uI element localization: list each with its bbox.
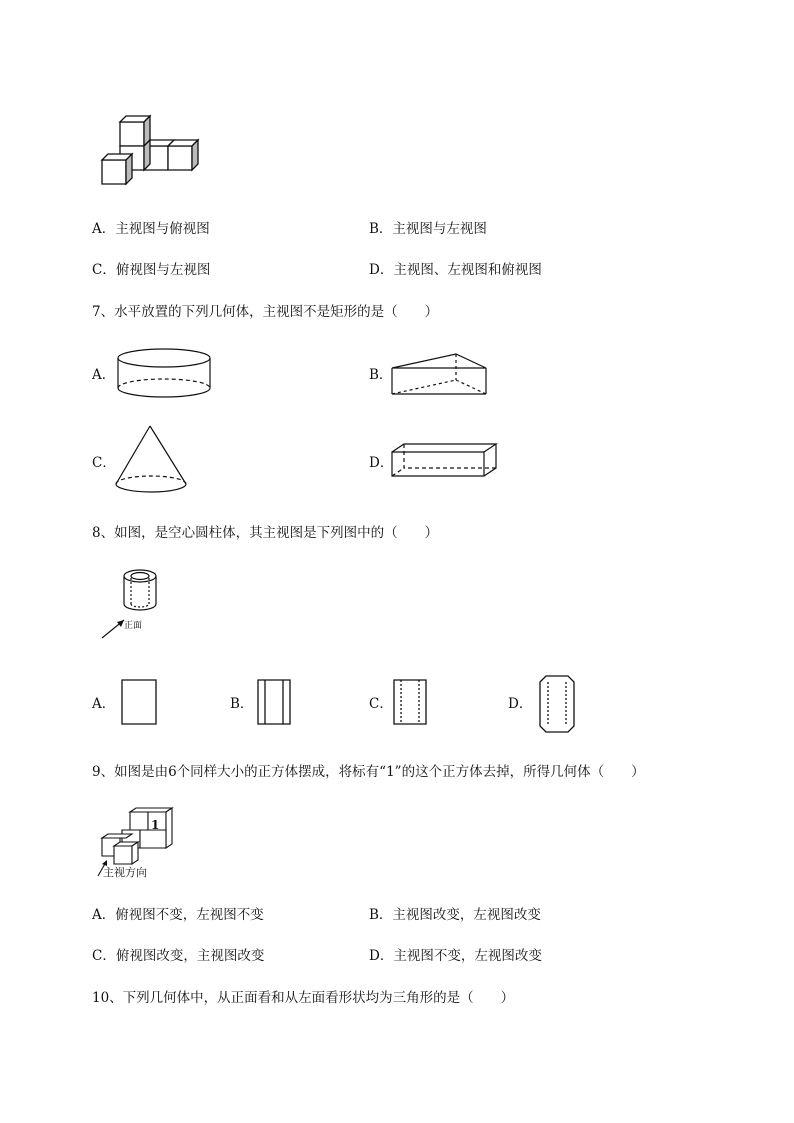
- q9-option-d[interactable]: D．主视图不变，左视图改变: [369, 948, 542, 964]
- q6-option-c[interactable]: C．俯视图与左视图: [92, 262, 211, 278]
- q10-stem: 10、下列几何体中，从正面看和从左面看形状均为三角形的是（ ）: [92, 990, 515, 1006]
- q7-option-c-label[interactable]: C．: [92, 455, 116, 471]
- q7-option-d-label[interactable]: D．: [369, 455, 394, 471]
- q9-view-direction-label: 主视方向: [103, 866, 147, 879]
- q7-option-a-label[interactable]: A．: [92, 367, 116, 383]
- q7-triangular-prism-figure[interactable]: [388, 350, 490, 398]
- q7-stem: 7、水平放置的下列几何体，主视图不是矩形的是（ ）: [92, 304, 439, 320]
- q8-option-a-figure[interactable]: [120, 678, 160, 728]
- q8-stem: 8、如图，是空心圆柱体，其主视图是下列图中的（ ）: [92, 525, 439, 541]
- q8-option-c-figure[interactable]: [392, 678, 432, 728]
- q8-option-d-label[interactable]: D．: [508, 696, 533, 712]
- q6-cube-figure: [96, 110, 208, 190]
- q7-cuboid-figure[interactable]: [388, 440, 500, 480]
- q8-option-a-label[interactable]: A．: [92, 696, 116, 712]
- q9-option-b[interactable]: B．主视图改变，左视图改变: [369, 907, 541, 923]
- q8-front-label: 正面: [124, 621, 143, 631]
- q8-option-c-label[interactable]: C．: [369, 696, 393, 712]
- q6-option-b[interactable]: B．主视图与左视图: [369, 221, 487, 237]
- q7-option-b-label[interactable]: B．: [369, 367, 393, 383]
- q8-option-b-label[interactable]: B．: [230, 696, 254, 712]
- q8-option-b-figure[interactable]: [256, 678, 296, 728]
- q9-stem: 9、如图是由6个同样大小的正方体摆成，将标有“1”的这个正方体去掉，所得几何体（ ）: [92, 764, 645, 780]
- q9-option-c[interactable]: C．俯视图改变，主视图改变: [92, 948, 265, 964]
- q8-option-d-figure[interactable]: [536, 674, 580, 734]
- q7-cylinder-figure[interactable]: [112, 346, 216, 402]
- q9-cube-1-mark: 1: [151, 818, 160, 832]
- q9-option-a[interactable]: A．俯视图不变，左视图不变: [92, 907, 264, 923]
- q6-option-d[interactable]: D．主视图、左视图和俯视图: [369, 262, 542, 278]
- q6-option-a[interactable]: A．主视图与俯视图: [92, 221, 210, 237]
- q7-cone-figure[interactable]: [112, 422, 192, 498]
